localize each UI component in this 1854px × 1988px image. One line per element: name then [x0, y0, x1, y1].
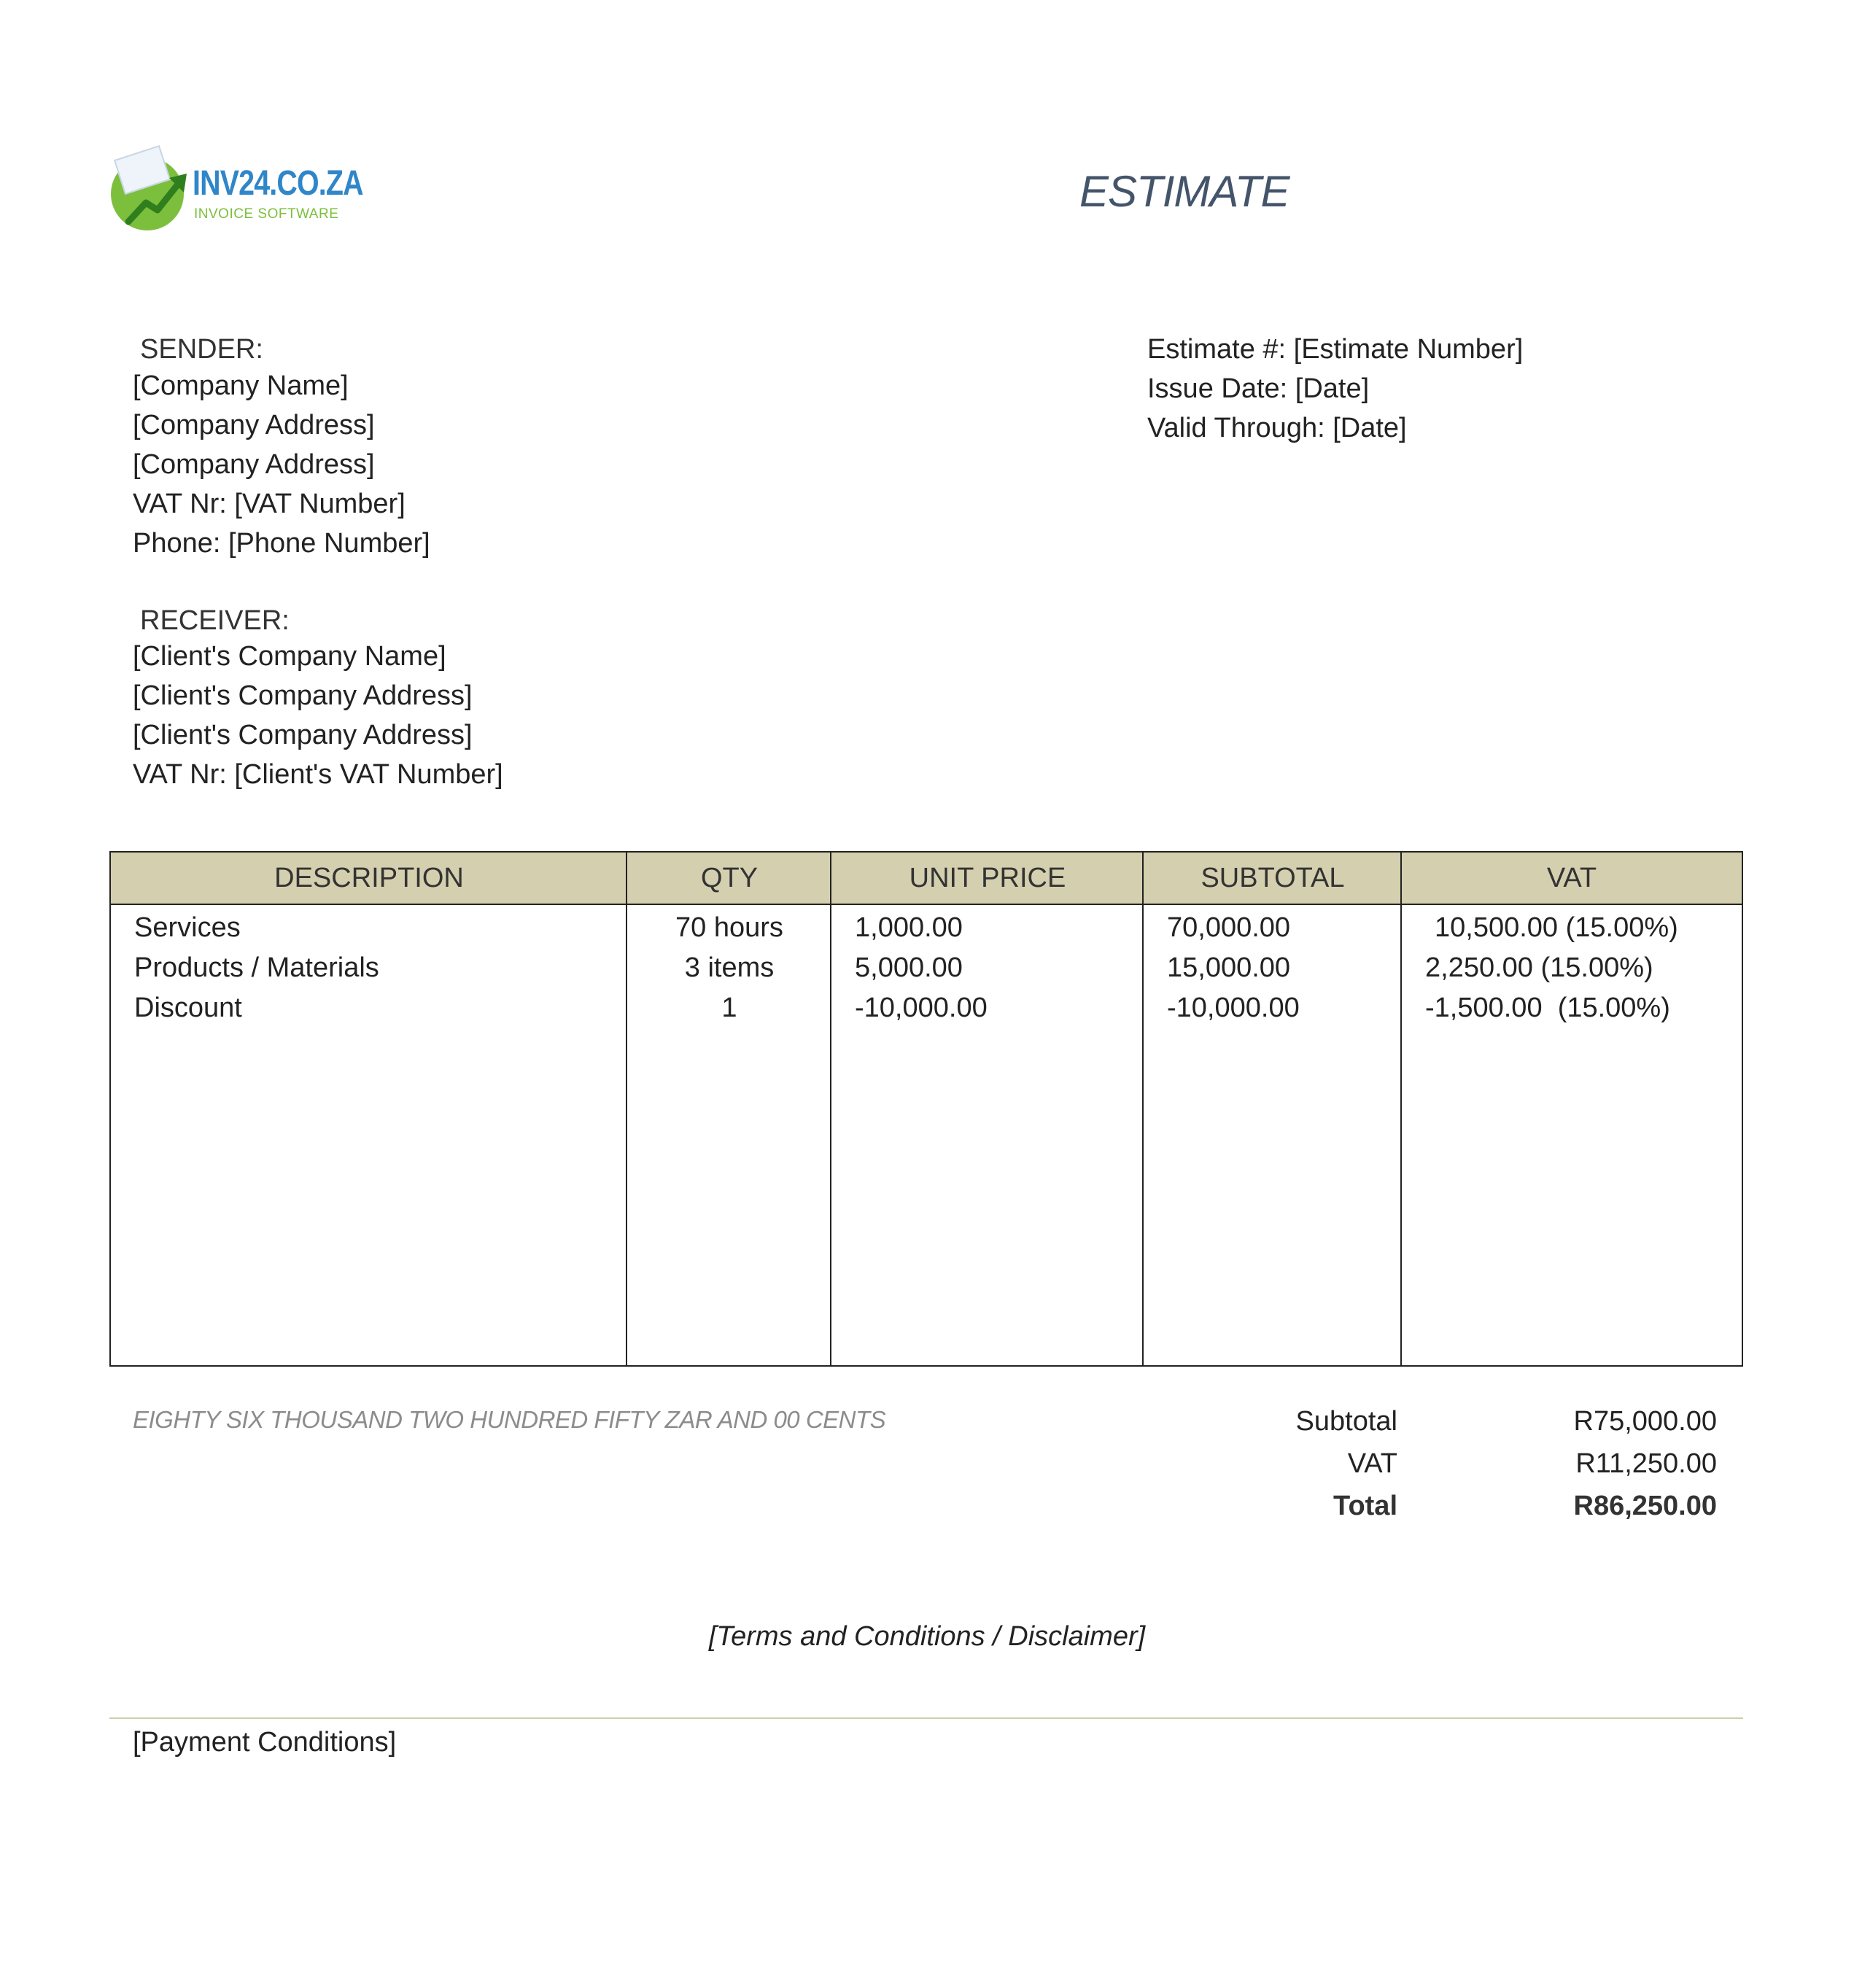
estimate-meta — [1147, 330, 1523, 448]
row-qty: 70 hours — [675, 912, 783, 943]
sender-phone: Phone: [Phone Number] — [133, 528, 430, 559]
column-header-description: DESCRIPTION — [274, 863, 464, 893]
subtotal-value: R75,000.00 — [1573, 1406, 1717, 1437]
vat-value: R11,250.00 — [1575, 1448, 1717, 1479]
row-unit-price: 1,000.00 — [855, 912, 963, 943]
footer-divider — [109, 1717, 1743, 1719]
row-unit-price: 5,000.00 — [855, 952, 963, 983]
column-divider — [1400, 853, 1402, 1365]
row-description: Products / Materials — [134, 952, 379, 983]
terms-and-conditions: [Terms and Conditions / Disclaimer] — [708, 1621, 1146, 1652]
row-subtotal: -10,000.00 — [1167, 993, 1300, 1023]
row-vat: 10,500.00 (15.00%) — [1435, 912, 1678, 943]
document-title: ESTIMATE — [1079, 167, 1289, 216]
company-logo — [111, 152, 363, 232]
row-vat: 2,250.00 (15.00%) — [1425, 952, 1653, 983]
row-subtotal: 70,000.00 — [1167, 912, 1291, 943]
row-subtotal: 15,000.00 — [1167, 952, 1291, 983]
amount-in-words: EIGHTY SIX THOUSAND TWO HUNDRED FIFTY ZAR AND 00 CENTS — [133, 1406, 886, 1433]
receiver-company-name: [Client's Company Name] — [133, 641, 446, 672]
growth-arrow-icon — [121, 165, 191, 230]
issue-date: Issue Date: [Date] — [1147, 373, 1370, 404]
receiver-block — [133, 637, 503, 794]
column-header-subtotal: SUBTOTAL — [1201, 863, 1345, 893]
receiver-address-line: [Client's Company Address] — [133, 720, 473, 750]
receiver-vat-number: VAT Nr: [Client's VAT Number] — [133, 759, 503, 790]
row-qty: 1 — [721, 993, 737, 1023]
sender-company-name: [Company Name] — [133, 370, 349, 401]
column-header-qty: QTY — [700, 863, 759, 893]
row-vat: -1,500.00 (15.00%) — [1425, 993, 1670, 1023]
column-divider — [1142, 853, 1144, 1365]
column-header-vat: VAT — [1546, 863, 1597, 893]
row-qty: 3 items — [684, 952, 775, 983]
sender-heading: SENDER: — [140, 334, 263, 365]
estimate-number: Estimate #: [Estimate Number] — [1147, 334, 1524, 365]
vat-label: VAT — [1347, 1448, 1397, 1479]
receiver-address-line: [Client's Company Address] — [133, 680, 473, 711]
sender-address-line: [Company Address] — [133, 449, 375, 480]
logo-brand-text: INV24.CO.ZA — [193, 164, 363, 203]
column-header-unit-price: UNIT PRICE — [909, 863, 1066, 893]
valid-through-date: Valid Through: [Date] — [1147, 413, 1407, 443]
total-value: R86,250.00 — [1573, 1491, 1717, 1521]
logo-tagline: INVOICE SOFTWARE — [194, 206, 339, 222]
sender-vat-number: VAT Nr: [VAT Number] — [133, 489, 406, 519]
row-description: Services — [134, 912, 241, 943]
sender-block — [133, 366, 430, 563]
total-label: Total — [1333, 1491, 1397, 1521]
receiver-heading: RECEIVER: — [140, 605, 290, 636]
row-unit-price: -10,000.00 — [855, 993, 988, 1023]
line-items-table — [109, 851, 1743, 1367]
sender-address-line: [Company Address] — [133, 410, 375, 440]
subtotal-label: Subtotal — [1295, 1406, 1397, 1437]
row-description: Discount — [134, 993, 242, 1023]
payment-conditions: [Payment Conditions] — [133, 1727, 397, 1758]
table-header — [111, 853, 1742, 905]
